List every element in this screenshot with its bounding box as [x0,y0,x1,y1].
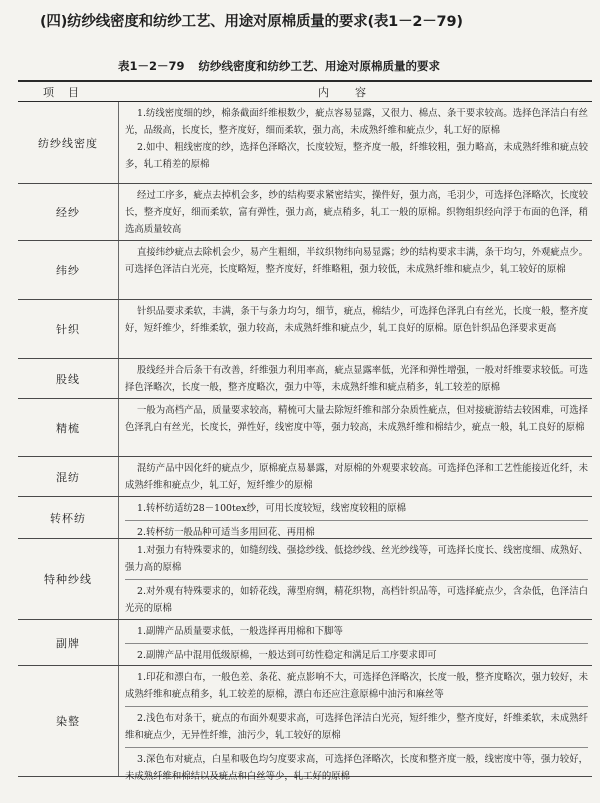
content-item: 1.副牌产品质量要求低，一般选择再用棉和下脚等 [125,620,588,644]
content-item: 1.对强力有特殊要求的，如缝纫线、强捻纱线、低捻纱线、丝光纱线等，可选择长度长、线密度细、成熟好、强力高的原棉 [125,539,588,580]
table-row [18,102,592,184]
content-item: 针织品要求柔软，丰满，条干与条力均匀，细节，疵点，棉结少，可选择色泽乳白有丝光，长度一般，整齐度好，短纤维少，纤维柔软，强力较高，未成熟纤维和疵点少，轧工良好的原棉。原色针织品色泽要求更高 [125,306,588,334]
content-item: 2.对外观有特殊要求的，如轿花线，薄型府绸，精花织物，高档针织品等，可选择疵点少，含杂低，色泽洁白光亮的原棉 [125,586,588,614]
row-label: 副牌 [56,636,80,650]
content-item: 1.印花和漂白布，一般色差、条花、疵点影响不大，可选择色泽略次，长度一般，整齐度略次，强力较好，未成熟纤维和疵点稍多，轧工较差的原棉，漂白布还应注意原棉中油污和麻丝等 [125,666,588,707]
content-item: 一般为高档产品，质量要求较高，精梳可大量去除短纤维和部分杂质性疵点，但对接疵游结去较困难，可选择色泽乳白有丝光，长度长，弹性好，线密度中等，强力较高，未成熟纤维和棉结少，疵点一般，轧工良好的原棉 [125,405,588,433]
header-content: 内容 [318,85,392,99]
content-item: 2.转杯纺一般品种可适当多用回花、再用棉 [137,527,315,538]
row-content [118,497,592,538]
requirements-table [18,80,592,782]
content-item: 经过工序多，疵点去掉机会多，纱的结构要求紧密结实，操件好，强力高，毛羽少，可选择色泽略次，长度较长，整齐度好，细而柔软，富有弹性，强力高，疵点稍多，轧工一般的原棉。织物组织经向浮于布面的色泽，稍选高质量较高 [125,190,588,235]
row-content [118,300,592,358]
content-item: 1.纺线密度细的纱，棉条截面纤维根数少，疵点容易显露，又很力、棉点、条干要求较高。选择色泽洁白有丝光，品级高，长度长，整齐度好，细而柔软，强力高，未成熟纤维和疵点少，轧工好的原棉 [125,108,588,136]
row-label: 混纺 [56,470,80,484]
row-label: 针织 [56,323,80,336]
table-row [18,497,592,539]
row-content [118,399,592,456]
content-item: 1.转杯纺适纺28－100tex纱，可用长度较短，线密度较粗的原棉 [125,497,588,521]
row-content [118,539,592,619]
table-header [18,82,592,102]
table-number: 表1－2－79 [118,59,185,73]
row-label: 纬纱 [56,264,80,277]
row-label: 纺纱线密度 [38,136,98,150]
content-item: 3.深色布对疵点，白星和吸色均匀度要求高，可选择色泽略次，长度和整齐度一般，线密度中等，强力较好，未成熟纤维和棉结以及疵点和白丝等少，轧工好的原棉 [125,754,588,782]
table-row [18,457,592,497]
row-label: 经纱 [56,206,80,219]
content-item: 2.如中、粗线密度的纱，选择色泽略次，长度较短，整齐度一般，纤维较粗，强力略高，未成熟纤维和疵点较多，轧工稍差的原棉 [125,142,588,170]
table-row [18,300,592,359]
table-row [18,399,592,457]
row-content [118,102,592,183]
row-label: 染整 [56,715,80,728]
content-item: 直接纬纱疵点去除机会少，易产生粗细，半纹织物纬向易显露；纱的结构要求丰满，条干均匀，外观疵点少。可选择色泽洁白光亮，长度略短，整齐度好，纤维略粗，强力较低，未成熟纤维和疵点少，轧工较好的原棉 [125,247,588,275]
row-content [118,666,592,782]
row-content [118,241,592,299]
content-item: 股线经并合后条干有改善，纤维强力利用率高，疵点显露率低，光泽和弹性增强，一般对纤维要求较低。可选择色泽略次，长度一般，整齐度略次，强力中等，未成熟纤维和疵点稍多，轧工较差的原棉 [125,365,588,393]
table-row [18,184,592,241]
row-label: 转杯纺 [50,511,86,525]
table-row [18,620,592,666]
header-item: 项目 [43,85,93,99]
row-content [118,184,592,240]
content-item: 2.副牌产品中混用低级原棉，一般达到可纺性稳定和满足后工序要求即可 [137,650,437,661]
section-heading: (四)纺纱线密度和纺纱工艺、用途对原棉质量的要求(表1－2－79) [40,14,463,30]
row-label: 精梳 [56,421,80,435]
table-title: 纺纱线密度和纺纱工艺、用途对原棉质量的要求 [198,59,441,73]
table-row [18,241,592,300]
row-content [118,457,592,496]
row-label: 特种纱线 [44,573,92,586]
row-content [118,620,592,665]
table-row [18,359,592,399]
table-caption [118,58,440,74]
table-row [18,666,592,782]
table-row [18,539,592,620]
content-item: 混纺产品中因化纤的疵点少，原棉疵点易暴露，对原棉的外观要求较高。可选择色泽和工艺性能接近化纤，未成熟纤维和疵点少，轧工好，短纤维少的原棉 [125,463,588,491]
content-item: 2.浅色布对条干，疵点的布面外观要求高，可选择色泽洁白光亮，短纤维少，整齐度好，纤维柔软，未成熟纤维和疵点少，无异性纤维，油污少，轧工较好的原棉 [125,707,588,748]
row-label: 股线 [56,372,80,386]
row-content [118,359,592,398]
